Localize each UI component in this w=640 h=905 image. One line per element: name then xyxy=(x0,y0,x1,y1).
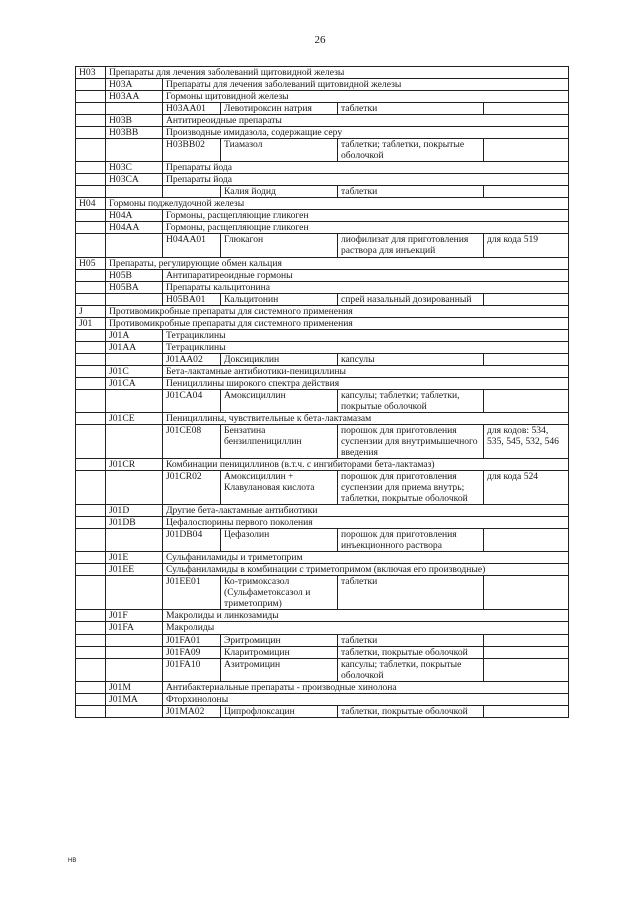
group-name-cell: Противомикробные препараты для системного применения xyxy=(106,305,569,317)
note-cell xyxy=(484,103,569,115)
dosage-form-cell: таблетки xyxy=(338,634,484,646)
table-row xyxy=(76,459,569,471)
indent-cell xyxy=(106,139,163,162)
table-row xyxy=(76,610,569,622)
indent-cell xyxy=(106,471,163,505)
atc-code-cell: H03CA xyxy=(106,174,163,186)
atc-code-cell: J01E xyxy=(106,552,163,564)
note-cell xyxy=(484,705,569,717)
table-row xyxy=(76,693,569,705)
table-row xyxy=(76,222,569,234)
group-name-cell: Препараты йода xyxy=(163,174,569,186)
atc-code-cell: J01CE08 xyxy=(163,424,221,458)
group-name-cell: Гормоны щитовидной железы xyxy=(163,91,569,103)
note-cell: для кодов: 534, 535, 545, 532, 546 xyxy=(484,424,569,458)
indent-cell xyxy=(76,634,106,646)
indent-cell xyxy=(106,389,163,412)
indent-cell xyxy=(106,186,163,198)
atc-code-cell: J01EE01 xyxy=(163,576,221,610)
group-name-cell: Производные имидазола, содержащие серу xyxy=(163,127,569,139)
table-row xyxy=(76,234,569,257)
atc-code-cell: J01D xyxy=(106,505,163,517)
indent-cell xyxy=(76,459,106,471)
dosage-form-cell: таблетки, покрытые оболочкой xyxy=(338,705,484,717)
group-name-cell: Противомикробные препараты для системного применения xyxy=(106,317,569,329)
indent-cell xyxy=(76,389,106,412)
group-name-cell: Другие бета-лактамные антибиотики xyxy=(163,505,569,517)
indent-cell xyxy=(76,610,106,622)
drug-name-cell: Ципрофлоксацин xyxy=(221,705,338,717)
table-row xyxy=(76,353,569,365)
indent-cell xyxy=(76,103,106,115)
atc-code-cell: H03BB xyxy=(106,127,163,139)
atc-code-cell: J01A xyxy=(106,329,163,341)
indent-cell xyxy=(76,91,106,103)
atc-code-cell: J01AA xyxy=(106,341,163,353)
indent-cell xyxy=(76,505,106,517)
drug-name-cell: Бензатина бензилпенициллин xyxy=(221,424,338,458)
indent-cell xyxy=(76,174,106,186)
atc-code-cell: H03A xyxy=(106,79,163,91)
indent-cell xyxy=(76,234,106,257)
dosage-form-cell: таблетки xyxy=(338,576,484,610)
atc-code-cell: H03AA01 xyxy=(163,103,221,115)
indent-cell xyxy=(76,658,106,681)
indent-cell xyxy=(106,634,163,646)
table-row xyxy=(76,517,569,529)
group-name-cell: Пенициллины, чувствительные к бета-лактамазам xyxy=(163,412,569,424)
note-cell xyxy=(484,353,569,365)
drug-name-cell: Левотироксин натрия xyxy=(221,103,338,115)
drug-name-cell: Амоксициллин + Клавулановая кислота xyxy=(221,471,338,505)
corner-mark: НВ xyxy=(68,858,77,864)
note-cell xyxy=(484,293,569,305)
indent-cell xyxy=(106,234,163,257)
table-row xyxy=(76,67,569,79)
indent-cell xyxy=(76,576,106,610)
indent-cell xyxy=(76,222,106,234)
atc-code-cell: H04AA xyxy=(106,222,163,234)
indent-cell xyxy=(76,377,106,389)
table-row xyxy=(76,412,569,424)
page-number: 26 xyxy=(314,34,326,46)
atc-code-cell: J01MA xyxy=(106,693,163,705)
group-name-cell: Пенициллины широкого спектра действия xyxy=(163,377,569,389)
table-row xyxy=(76,293,569,305)
drug-name-cell: Глюкагон xyxy=(221,234,338,257)
table-row xyxy=(76,646,569,658)
table-row xyxy=(76,471,569,505)
drug-name-cell: Цефазолин xyxy=(221,529,338,552)
indent-cell xyxy=(76,186,106,198)
indent-cell xyxy=(76,139,106,162)
table-row xyxy=(76,377,569,389)
group-name-cell: Препараты йода xyxy=(163,162,569,174)
group-name-cell: Препараты для лечения заболеваний щитовидной железы xyxy=(106,67,569,79)
table-row xyxy=(76,389,569,412)
indent-cell xyxy=(106,529,163,552)
indent-cell xyxy=(76,552,106,564)
table-row xyxy=(76,127,569,139)
atc-code-cell: J01M xyxy=(106,681,163,693)
table-row xyxy=(76,162,569,174)
table-row xyxy=(76,257,569,269)
dosage-form-cell: лиофилизат для приготовления раствора для инъекций xyxy=(338,234,484,257)
note-cell xyxy=(484,576,569,610)
indent-cell xyxy=(76,210,106,222)
dosage-form-cell: порошок для приготовления инъекционного раствора xyxy=(338,529,484,552)
indent-cell xyxy=(76,353,106,365)
drug-name-cell: Тиамазол xyxy=(221,139,338,162)
dosage-form-cell: порошок для приготовления суспензии для приема внутрь; таблетки, покрытые оболочкой xyxy=(338,471,484,505)
note-cell xyxy=(484,634,569,646)
atc-code-cell: J xyxy=(76,305,106,317)
atc-code-cell: J01F xyxy=(106,610,163,622)
indent-cell xyxy=(76,424,106,458)
indent-cell xyxy=(76,622,106,634)
group-name-cell: Тетрациклины xyxy=(163,329,569,341)
atc-code-cell: H03BB02 xyxy=(163,139,221,162)
indent-cell xyxy=(76,269,106,281)
dosage-form-cell: таблетки, покрытые оболочкой xyxy=(338,646,484,658)
indent-cell xyxy=(76,564,106,576)
drug-name-cell: Азитромицин xyxy=(221,658,338,681)
indent-cell xyxy=(76,162,106,174)
table-row xyxy=(76,634,569,646)
indent-cell xyxy=(76,115,106,127)
indent-cell xyxy=(76,471,106,505)
table-row xyxy=(76,115,569,127)
atc-code-cell: H03 xyxy=(76,67,106,79)
indent-cell xyxy=(76,646,106,658)
indent-cell xyxy=(106,103,163,115)
group-name-cell: Сульфаниламиды в комбинации с триметопримом (включая его производные) xyxy=(163,564,569,576)
group-name-cell: Гормоны, расщепляющие гликоген xyxy=(163,222,569,234)
table-row xyxy=(76,139,569,162)
group-name-cell: Препараты для лечения заболеваний щитовидной железы xyxy=(163,79,569,91)
table-row xyxy=(76,365,569,377)
group-name-cell: Фторхинолоны xyxy=(163,693,569,705)
indent-cell xyxy=(106,293,163,305)
atc-code-cell: J01C xyxy=(106,365,163,377)
table-row xyxy=(76,186,569,198)
group-name-cell: Гормоны, расщепляющие гликоген xyxy=(163,210,569,222)
atc-code-cell: H03B xyxy=(106,115,163,127)
group-name-cell: Бета-лактамные антибиотики-пенициллины xyxy=(163,365,569,377)
note-cell xyxy=(484,646,569,658)
group-name-cell: Макролиды и линкозамиды xyxy=(163,610,569,622)
atc-code-cell: H03AA xyxy=(106,91,163,103)
note-cell xyxy=(484,658,569,681)
indent-cell xyxy=(106,576,163,610)
group-name-cell: Макролиды xyxy=(163,622,569,634)
indent-cell xyxy=(106,646,163,658)
table-row xyxy=(76,564,569,576)
indent-cell xyxy=(76,705,106,717)
dosage-form-cell: таблетки xyxy=(338,103,484,115)
atc-code-cell: H05BA01 xyxy=(163,293,221,305)
atc-code-cell: J01CA xyxy=(106,377,163,389)
table-row xyxy=(76,269,569,281)
atc-code-cell: J01CE xyxy=(106,412,163,424)
table-row xyxy=(76,317,569,329)
indent-cell xyxy=(76,517,106,529)
table-row xyxy=(76,305,569,317)
indent-cell xyxy=(76,529,106,552)
group-name-cell: Цефалоспорины первого поколения xyxy=(163,517,569,529)
atc-code-cell: H05B xyxy=(106,269,163,281)
drug-classification-table xyxy=(75,66,569,718)
atc-code-cell: J01CA04 xyxy=(163,389,221,412)
indent-cell xyxy=(76,681,106,693)
table-row xyxy=(76,341,569,353)
table-row xyxy=(76,79,569,91)
atc-code-cell xyxy=(163,186,221,198)
indent-cell xyxy=(106,658,163,681)
table-row xyxy=(76,210,569,222)
group-name-cell: Препараты кальцитонина xyxy=(163,281,569,293)
atc-code-cell: J01FA10 xyxy=(163,658,221,681)
table-row xyxy=(76,552,569,564)
table-row xyxy=(76,505,569,517)
table-row xyxy=(76,658,569,681)
indent-cell xyxy=(76,329,106,341)
indent-cell xyxy=(76,281,106,293)
table-row xyxy=(76,424,569,458)
table-row xyxy=(76,576,569,610)
dosage-form-cell: таблетки; таблетки, покрытые оболочкой xyxy=(338,139,484,162)
group-name-cell: Препараты, регулирующие обмен кальция xyxy=(106,257,569,269)
table-row xyxy=(76,281,569,293)
indent-cell xyxy=(76,293,106,305)
dosage-form-cell: капсулы; таблетки; таблетки, покрытые оболочкой xyxy=(338,389,484,412)
drug-name-cell: Кларитромицин xyxy=(221,646,338,658)
indent-cell xyxy=(76,79,106,91)
atc-code-cell: H04A xyxy=(106,210,163,222)
dosage-form-cell: спрей назальный дозированный xyxy=(338,293,484,305)
note-cell xyxy=(484,529,569,552)
table-row xyxy=(76,198,569,210)
dosage-form-cell: капсулы xyxy=(338,353,484,365)
drug-name-cell: Калия йодид xyxy=(221,186,338,198)
group-name-cell: Тетрациклины xyxy=(163,341,569,353)
note-cell: для кода 519 xyxy=(484,234,569,257)
indent-cell xyxy=(106,424,163,458)
table-row xyxy=(76,681,569,693)
table-row xyxy=(76,622,569,634)
table-row xyxy=(76,103,569,115)
group-name-cell: Антитиреоидные препараты xyxy=(163,115,569,127)
atc-code-cell: H05 xyxy=(76,257,106,269)
dosage-form-cell: капсулы; таблетки, покрытые оболочкой xyxy=(338,658,484,681)
table-row xyxy=(76,705,569,717)
drug-name-cell: Амоксициллин xyxy=(221,389,338,412)
indent-cell xyxy=(76,365,106,377)
atc-code-cell: H04 xyxy=(76,198,106,210)
group-name-cell: Антибактериальные препараты - производные хинолона xyxy=(163,681,569,693)
dosage-form-cell: таблетки xyxy=(338,186,484,198)
table-row xyxy=(76,329,569,341)
indent-cell xyxy=(76,127,106,139)
indent-cell xyxy=(106,705,163,717)
group-name-cell: Сульфаниламиды и триметоприм xyxy=(163,552,569,564)
table-row xyxy=(76,529,569,552)
atc-code-cell: J01CR xyxy=(106,459,163,471)
drug-name-cell: Ко-тримоксазол (Сульфаметоксазол и триметоприм) xyxy=(221,576,338,610)
atc-code-cell: J01CR02 xyxy=(163,471,221,505)
atc-code-cell: J01AA02 xyxy=(163,353,221,365)
note-cell xyxy=(484,389,569,412)
atc-code-cell: J01EE xyxy=(106,564,163,576)
indent-cell xyxy=(76,341,106,353)
atc-code-cell: H04AA01 xyxy=(163,234,221,257)
note-cell xyxy=(484,139,569,162)
atc-code-cell: J01DB xyxy=(106,517,163,529)
atc-code-cell: H05BA xyxy=(106,281,163,293)
table-row xyxy=(76,174,569,186)
atc-code-cell: H03C xyxy=(106,162,163,174)
dosage-form-cell: порошок для приготовления суспензии для внутримышечного введения xyxy=(338,424,484,458)
indent-cell xyxy=(76,693,106,705)
atc-code-cell: J01DB04 xyxy=(163,529,221,552)
atc-code-cell: J01MA02 xyxy=(163,705,221,717)
indent-cell xyxy=(76,412,106,424)
atc-code-cell: J01 xyxy=(76,317,106,329)
drug-name-cell: Доксициклин xyxy=(221,353,338,365)
atc-code-cell: J01FA xyxy=(106,622,163,634)
atc-code-cell: J01FA09 xyxy=(163,646,221,658)
group-name-cell: Гормоны поджелудочной железы xyxy=(106,198,569,210)
indent-cell xyxy=(106,353,163,365)
table-row xyxy=(76,91,569,103)
group-name-cell: Комбинации пенициллинов (в.т.ч. с ингибиторами бета-лактамаз) xyxy=(163,459,569,471)
atc-code-cell: J01FA01 xyxy=(163,634,221,646)
note-cell: для кода 524 xyxy=(484,471,569,505)
group-name-cell: Антипаратиреоидные гормоны xyxy=(163,269,569,281)
drug-name-cell: Кальцитонин xyxy=(221,293,338,305)
note-cell xyxy=(484,186,569,198)
drug-name-cell: Эритромицин xyxy=(221,634,338,646)
